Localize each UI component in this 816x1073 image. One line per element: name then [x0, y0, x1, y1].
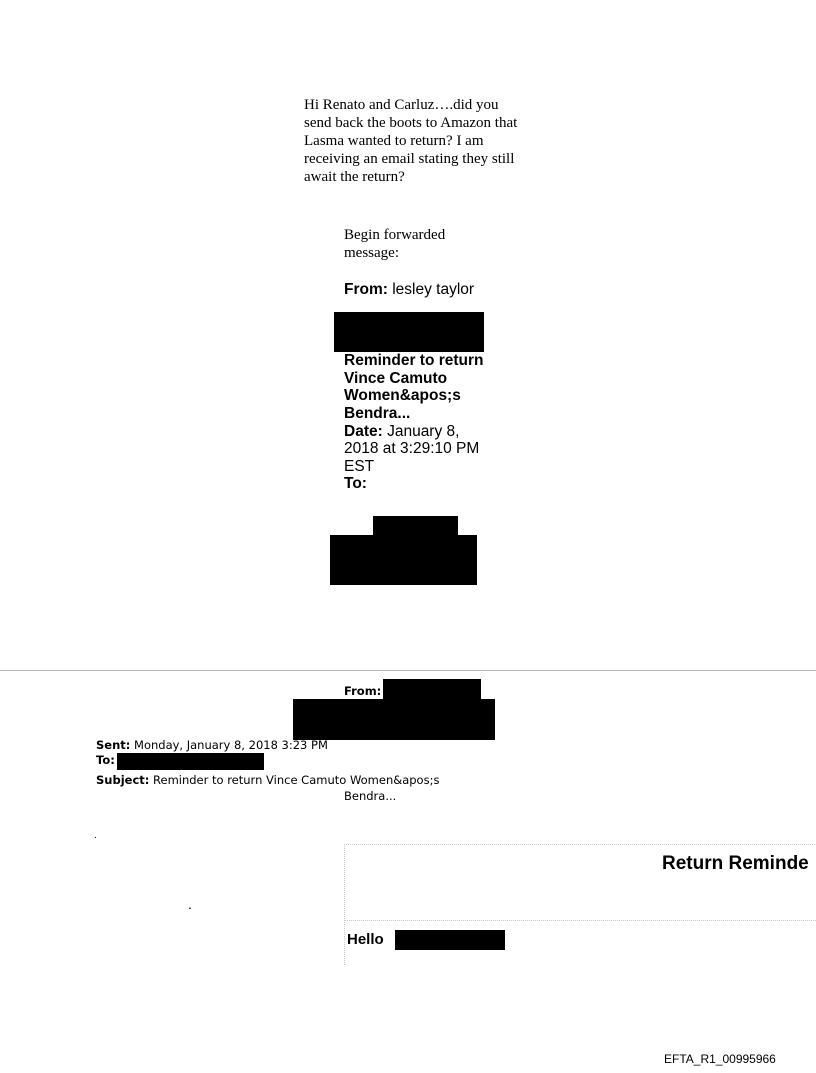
original-sent-line — [96, 738, 328, 752]
redaction-original-from-address — [293, 699, 495, 740]
redaction-to-address — [330, 535, 477, 585]
original-from-line — [344, 684, 381, 698]
original-from-label: From: — [344, 684, 382, 698]
reminder-greeting: Hello — [347, 931, 384, 948]
section-divider — [0, 670, 816, 671]
redaction-original-to — [117, 753, 264, 770]
redaction-original-from-name — [383, 679, 481, 699]
original-subject-value: Reminder to return Vince Camuto Women&apos;s — [153, 773, 440, 787]
message-body: Hi Renato and Carluz….did you send back the boots to Amazon that Lasma wanted to return? I am receiving an email stating they still await the return? — [304, 97, 518, 185]
stray-dot: . — [94, 830, 97, 841]
redaction-from-address — [334, 312, 484, 352]
forwarded-from-label: From: — [344, 281, 388, 298]
original-to-line — [96, 753, 115, 767]
reminder-rule — [344, 920, 816, 922]
original-subject-continued: Bendra... — [344, 789, 397, 803]
forwarded-date-value: January 8, 2018 at 3:29:10 PM EST — [344, 422, 480, 475]
forwarded-date-line — [344, 423, 494, 476]
original-subject-label: Subject: — [96, 773, 150, 787]
forwarded-to-line — [344, 475, 494, 493]
redaction-greeting-name — [395, 930, 505, 950]
redaction-to-name — [373, 516, 458, 536]
forwarded-subject-value: Reminder to return Vince Camuto Women&apos;s Bendra... — [344, 352, 484, 422]
forward-intro: Begin forwarded message: — [344, 227, 446, 261]
original-sent-value: Monday, January 8, 2018 3:23 PM — [134, 738, 328, 752]
original-sent-label: Sent: — [96, 738, 131, 752]
stray-dot: . — [188, 896, 192, 912]
forwarded-from-line — [344, 281, 494, 299]
forwarded-date-label: Date: — [344, 422, 383, 440]
original-subject-line — [96, 773, 439, 787]
forwarded-to-label: To: — [344, 475, 367, 493]
document-id: EFTA_R1_00995966 — [664, 1052, 776, 1066]
original-to-label: To: — [96, 753, 115, 767]
reminder-title: Return Reminde — [662, 853, 809, 874]
forwarded-from-value: lesley taylor — [392, 281, 475, 298]
